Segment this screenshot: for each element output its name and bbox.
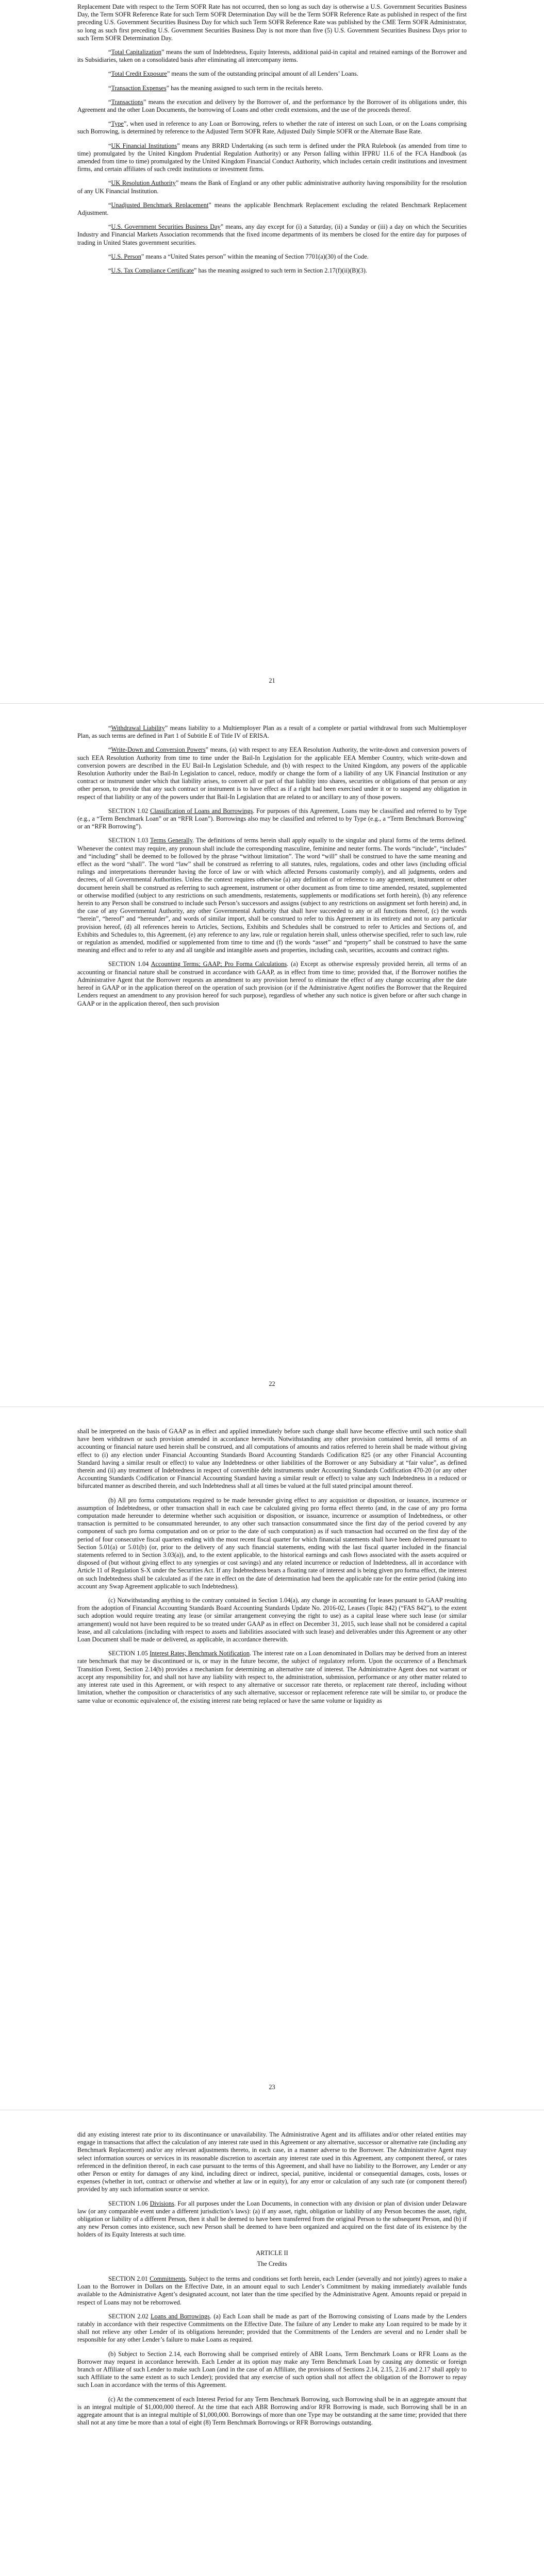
defined-term: Unadjusted Benchmark Replacement — [111, 201, 209, 209]
defined-term-paragraph: “Type”, when used in reference to any Loan or Borrowing, refers to whether the rate of interest on such Loan, or on the Loans comprising such Borrowing, is determined by reference to the Adjusted Term SOFR Rate, Adjusted Daily Simple SOFR or the Alternate Base Rate. — [77, 120, 467, 135]
paragraph-text: . The definitions of terms herein shall apply equally to the singular and plural forms of the terms defined. Whenever the context may require, any pronoun shall include the corresponding masculine, feminine and neuter forms. The words “include”, “includes” and “including” shall be deemed to be followed by the phrase “without limitation”. The word “will” shall be construed to have the same meaning and effect as the word “shall”. The word “law” shall be construed as referring to all statutes, rules, regulations, codes and other laws (including official rulings and interpretations thereunder having the force of law or with which affected Persons customarily comply), and all judgments, orders and decrees, of all Governmental Authorities. Unless the context requires otherwise (a) any definition of or reference to any agreement, instrument or other document herein shall be construed as referring to such agreement, instrument or other document as from time to time amended, restated, supplemented or otherwise modified (subject to any restrictions on such amendments, restatements, supplements or modifications set forth herein), (b) any reference herein to any Person shall be construed to include such Person’s successors and assigns (subject to any restrictions on assignment set forth herein) and, in the case of any Governmental Authority, any other Governmental Authority that shall have succeeded to any or all functions thereof, (c) the words “herein”, “hereof” and “hereunder”, and words of similar import, shall be construed to refer to this Agreement in its entirety and not to any particular provision hereof, (d) all references herein to Articles, Sections, Exhibits and Schedules shall be construed to refer to Articles and Sections of, and Exhibits and Schedules to, this Agreement, (e) any reference to any law, rule or regulation herein shall, unless otherwise specified, refer to such law, rule or regulation as amended, modified or supplemented from time to time and (f) the words “asset” and “property” shall be construed to have the same meaning and effect and to refer to any and all tangible and intangible assets and properties, including cash, securities, accounts and contract rights. — [77, 837, 467, 954]
paragraph-text: . Subject to the terms and conditions set forth herein, each Lender (severally and not jointly) agrees to make a Loan to the Borrower in Dollars on the Effective Date, in an amount equal to such Lender’s Commitment by making immediately available funds available to the Administrative Agent’s designated account, not later than the time specified by the Administrative Agent. Amounts repaid or prepaid in respect of Loans may not be reborrowed. — [77, 2275, 467, 2306]
document-page-24 — [0, 2110, 544, 2576]
paragraph-text: means any BRRD Undertaking (as such term is defined under the PRA Rulebook (as amended from time to time) promulgated by the United Kingdom Prudential Regulation Authority) or any Person falling within IFPRU 11.6 of the FCA Handbook (as amended from time to time) promulgated by the United Kingdom Financial Conduct Authority, which includes certain credit institutions and investment firms, and certain affiliates of such credit institutions or investment firms. — [77, 142, 467, 173]
defined-term-paragraph — [77, 2275, 467, 2307]
defined-term: Transaction Expenses — [111, 84, 167, 92]
section-number: SECTION 1.05 — [108, 1650, 150, 1657]
section-number: SECTION 1.03 — [108, 837, 151, 844]
defined-term-paragraph: “U.S. Government Securities Business Day” means, any day except for (i) a Saturday, (ii) a Sunday or (iii) a day on which the Securities Industry and Financial Markets Association recommends that the fixed income departments of its members be closed for the entire day for purposes of trading in United States government securities. — [77, 223, 467, 246]
paragraph-text: means the execution and delivery by the Borrower of, and the performance by the Borrower of its obligations under, this Agreement and the other Loan Documents, the borrowing of Loans and other credit extensions, and the use of the proceeds thereof. — [77, 98, 467, 114]
paragraph-text: has the meaning assigned to such term in Section 2.17(f)(ii)(B)(3). — [196, 267, 367, 275]
defined-term-paragraph: “Withdrawal Liability” means liability to a Multiemployer Plan as a result of a complete or partial withdrawal from such Multiemployer Plan, as such terms are defined in Part 1 of Subtitle E of Title IV of ERISA. — [77, 724, 467, 740]
document-page-22 — [0, 703, 544, 1406]
defined-term-paragraph — [77, 1650, 467, 1704]
paragraph-text: . For purposes of this Agreement, Loans may be classified and referred to by Type (e.g., a “Term Benchmark Loan” or an “RFR Loan”). Borrowings also may be classified and referred to by Type (e.g., a “Term Benchmark Borrowing” or an “RFR Borrowing”). — [77, 807, 467, 831]
section-number: SECTION 1.06 — [108, 2199, 150, 2207]
paragraph-text: ARTICLE II — [256, 2249, 288, 2257]
paragraph — [77, 2350, 467, 2389]
defined-term-paragraph: “Total Credit Exposure” means the sum of the outstanding principal amount of all Lenders’ Loans. — [108, 70, 358, 78]
paragraph-text: (b) Subject to Section 2.14, each Borrowing shall be comprised entirely of ABR Loans, Term Benchmark Loans or RFR Loans as the Borrower may request in accordance herewith. Each Lender at its option may make any Term Benchmark Loan by causing any domestic or foreign branch or Affiliate of such Lender to make such Loan (and in the case of an Affiliate, the provisions of Sections 2.14, 2.15, 2.16 and 2.17 shall apply to such Affiliate to the same extent as to such Lender); provided that any exercise of such option shall not affect the obligation of the Borrower to repay such Loan in accordance with the terms of this Agreement. — [77, 2350, 467, 2389]
paragraph — [77, 1497, 467, 1590]
defined-term-paragraph: “U.S. Person” means a “United States person” within the meaning of Section 7701(a)(30) of the Code. — [108, 252, 369, 260]
defined-term: Accounting Terms; GAAP; Pro Forma Calculations — [151, 960, 287, 968]
defined-term: Withdrawal Liability — [111, 724, 165, 732]
section-number: SECTION 2.01 — [108, 2275, 150, 2283]
defined-term-paragraph: “UK Financial Institutions” means any BRRD Undertaking (as such term is defined under the PRA Rulebook (as amended from time to time) promulgated by the United Kingdom Prudential Regulation Authority) or any Person falling within IFPRU 11.6 of the FCA Handbook (as amended from time to time) promulgated by the United Kingdom Financial Conduct Authority, which includes certain credit institutions and investment firms, and certain affiliates of such credit institutions or investment firms. — [77, 142, 467, 173]
paragraph-text: . (a) Each Loan shall be made as part of the Borrowing consisting of Loans made by the Lenders ratably in accordance with their respective Commitments on the Effective Date. The failure of any Lender to make any Loan required to be made by it shall not relieve any other Lender of its obligations hereunder; provided that the Commitments of the Lenders are several and no Lender shall be responsible for any other Lender’s failure to make Loans as required. — [77, 2312, 467, 2344]
paragraph — [77, 2249, 467, 2257]
page-body — [77, 2131, 467, 2427]
paragraph-text: means liability to a Multiemployer Plan as a result of a complete or partial withdrawal from such Multiemployer Plan, as such terms are defined in Part 1 of Subtitle E of Title IV of ERISA. — [77, 724, 467, 740]
paragraph-text: (c) Notwithstanding anything to the contrary contained in Section 1.04(a), any change in accounting for leases pursuant to GAAP resulting from the adoption of Financial Accounting Standards Board Accounting Standards Update No. 2016-02, Leases (Topic 842) (“FAS 842”), to the extent such adoption would require treating any lease (or similar arrangement conveying the right to use) as a capital lease where such lease (or similar arrangement) would not have been required to be so treated under GAAP as in effect on December 31, 2015, such lease shall not be considered a capital lease, and all calculations (including with respect to assets and liabilities associated with such lease) and deliverables under this Agreement or any other Loan Document shall be made or delivered, as applicable, in accordance therewith. — [77, 1597, 467, 1643]
paragraph-text: shall be interpreted on the basis of GAAP as in effect and applied immediately before such change shall have become effective until such notice shall have been withdrawn or such provision amended in accordance herewith. Notwithstanding any other provision contained herein, all terms of an accounting or financial nature used herein shall be construed, and all computations of amounts and ratios referred to herein shall be made without giving effect to (i) any election under Financial Accounting Standards Board Accounting Standards Codification 825 (or any other Financial Accounting Standard having a similar result or effect) to value any Indebtedness or other liabilities of the Borrower or any Subsidiary at “fair value”, as defined therein and (ii) any treatment of Indebtedness in respect of convertible debt instruments under Accounting Standards Codification 470-20 (or any other Accounting Standards Codification or Financial Accounting Standard having a similar result or effect) to value any such Indebtedness in a reduced or bifurcated manner as described therein, and such Indebtedness shall at all times be valued at the full stated principal amount thereof. — [77, 1428, 467, 1490]
paragraph-text: (b) All pro forma computations required to be made hereunder giving effect to any acquisition or disposition, or issuance, incurrence or assumption of Indebtedness, or other transaction shall in each case be calculated giving pro forma effect thereto (and, in the case of any pro forma computation made hereunder to determine whether such acquisition or disposition, or issuance, incurrence or assumption of Indebtedness, or other transaction is permitted to be consummated hereunder, to any other such transaction consummated since the first day of the period covered by any component of such pro forma computation and on or prior to the date of such computation) as if such transaction had occurred on the first day of the period of four consecutive fiscal quarters ending with the most recent fiscal quarter for which financial statements shall have been delivered pursuant to Section 5.01(a) or 5.01(b) (or, prior to the delivery of any such financial statements, ending with the last fiscal quarter included in the financial statements referred to in Section 3.03(a)), and, to the extent applicable, to the historical earnings and cash flows associated with the assets acquired or disposed of (but without giving effect to any synergies or cost savings) and any related incurrence or reduction of Indebtedness, all in accordance with Article 11 of Regulation S-X under the Securities Act. If any Indebtedness bears a floating rate of interest and is being given pro forma effect, the interest on such Indebtedness shall be calculated as if the rate in effect on the date of determination had been the applicable rate for the entire period (taking into account any Swap Agreement applicable to such Indebtedness). — [77, 1496, 467, 1590]
defined-term-paragraph: “Transaction Expenses” has the meaning assigned to such term in the recitals hereto. — [108, 84, 323, 92]
document-page-21 — [0, 0, 544, 703]
defined-term: Loans and Borrowings — [151, 2312, 210, 2320]
paragraph-text: means, (a) with respect to any EEA Resolution Authority, the write-down and conversion powers of such EEA Resolution Authority from time to time under the Bail-In Legislation for the applicable EEA Member Country, which write-down and conversion powers are described in the EU Bail-In Legislation Schedule, and (b) with respect to the United Kingdom, any powers of the applicable Resolution Authority under the Bail-In Legislation to cancel, reduce, modify or change the form of a liability of any UK Financial Institution or any contract or instrument under which that liability arises, to convert all or part of that liability into shares, securities or obligations of that person or any other person, to provide that any such contract or instrument is to have effect as if a right had been exercised under it or to suspend any obligation in respect of that liability or any of the powers under that Bail-In Legislation that are related to or ancillary to any of those powers. — [77, 746, 467, 801]
defined-term: UK Resolution Authority — [111, 179, 176, 187]
paragraph-text: Replacement Date with respect to the Term SOFR Rate has not occurred, then so long as such day is otherwise a U.S. Government Securities Business Day, the Term SOFR Reference Rate for such Term SOFR Determination Day will be the Term SOFR Reference Rate as published in respect of the first preceding U.S. Government Securities Business Day for which such Term SOFR Reference Rate was published by the CME Term SOFR Administrator, so long as such first preceding U.S. Government Securities Business Day is not more than five (5) U.S. Government Securities Business Days prior to such Term SOFR Determination Day. — [77, 3, 467, 42]
paragraph-text: means the applicable Benchmark Replacement excluding the related Benchmark Replacement Adjustment. — [77, 201, 467, 217]
defined-term-paragraph: “U.S. Tax Compliance Certificate” has the meaning assigned to such term in Section 2.17(f)(ii)(B)(3). — [108, 267, 367, 275]
defined-term: U.S. Government Securities Business Day — [111, 223, 221, 231]
defined-term-paragraph: “Transactions” means the execution and delivery by the Borrower of, and the performance by the Borrower of its obligations under, this Agreement and the other Loan Documents, the borrowing of Loans and other credit extensions, and the use of the proceeds thereof. — [77, 98, 467, 114]
defined-term: Transactions — [111, 98, 143, 106]
section-number: SECTION 2.02 — [108, 2312, 151, 2320]
document-page-23 — [0, 1406, 544, 2110]
paragraph-text: . (a) Except as otherwise expressly provided herein, all terms of an accounting or financial nature shall be construed in accordance with GAAP, as in effect from time to time; provided that, if the Borrower notifies the Administrative Agent that the Borrower requests an amendment to any provision hereof to eliminate the effect of any change occurring after the date hereof in GAAP or in the application thereof on the operation of such provision (or if the Administrative Agent notifies the Borrower that the Required Lenders request an amendment to any provision hereof for such purpose), regardless of whether any such notice is given before or after such change in GAAP or in the application thereof, then such provision — [77, 960, 467, 1007]
paragraph-text: . For all purposes under the Loan Documents, in connection with any division or plan of division under Delaware law (or any comparable event under a different jurisdiction’s laws): (a) if any asset, right, obligation or liability of any Person becomes the asset, right, obligation or liability of a different Person, then it shall be deemed to have been transferred from the original Person to the subsequent Person, and (b) if any new Person comes into existence, such new Person shall be deemed to have been organized and acquired on the first date of its existence by the holders of its Equity Interests at such time. — [77, 2199, 467, 2239]
paragraph — [77, 2260, 467, 2268]
paragraph-text: (c) At the commencement of each Interest Period for any Term Benchmark Borrowing, such Borrowing shall be in an aggregate amount that is an integral multiple of $1,000,000 thereof. At the time that each ABR Borrowing and/or RFR Borrowing is made, such Borrowing shall be in an aggregate amount that is an integral multiple of $1,000,000. Borrowings of more than one Type may be outstanding at the same time; provided that there shall not at any time be more than a total of eight (8) Term Benchmark Borrowings or RFR Borrowings outstanding. — [77, 2395, 467, 2427]
page-body — [77, 724, 467, 1008]
defined-term: Interest Rates; Benchmark Notification — [150, 1650, 250, 1657]
defined-term: U.S. Tax Compliance Certificate — [111, 267, 194, 275]
defined-term-paragraph — [77, 2313, 467, 2344]
page-number: 21 — [269, 677, 275, 684]
paragraph — [77, 3, 467, 42]
paragraph — [77, 1597, 467, 1643]
defined-term: Type — [111, 120, 124, 128]
defined-term-paragraph — [77, 2200, 467, 2239]
defined-term-paragraph: “Write-Down and Conversion Powers” means, (a) with respect to any EEA Resolution Authority, the write-down and conversion powers of such EEA Resolution Authority from time to time under the Bail-In Legislation for the applicable EEA Member Country, which write-down and conversion powers are described in the EU Bail-In Legislation Schedule, and (b) with respect to the United Kingdom, any powers of the applicable Resolution Authority under the Bail-In Legislation to cancel, reduce, modify or change the form of a liability of any UK Financial Institution or any contract or instrument under which that liability arises, to convert all or part of that liability into shares, securities or obligations of that person or any other person, to provide that any such contract or instrument is to have effect as if a right had been exercised under it or to suspend any obligation in respect of that liability or any of the powers under that Bail-In Legislation that are related to or ancillary to any of those powers. — [77, 746, 467, 801]
defined-term: Divisions — [150, 2199, 174, 2207]
paragraph-text: has the meaning assigned to such term in the recitals hereto. — [169, 84, 323, 92]
paragraph — [77, 2131, 467, 2194]
defined-term-paragraph — [77, 837, 467, 954]
page-body — [77, 3, 467, 275]
paragraph-text: means, any day except for (i) a Saturday, (ii) a Sunday or (iii) a day on which the Securities Industry and Financial Markets Association recommends that the fixed income departments of its members be closed for the entire day for purposes of trading in United States government securities. — [77, 223, 467, 246]
paragraph-text: did any existing interest rate prior to its discontinuance or unavailability. The Administrative Agent and its affiliates and/or other related entities may engage in transactions that affect the calculation of any interest rate used in this Agreement or any alternative, successor or alternative rate (including any Benchmark Replacement) and/or any relevant adjustments thereto, in each case, in a manner adverse to the Borrower. The Administrative Agent may select information sources or services in its reasonable discretion to ascertain any interest rate used in this Agreement, any component thereof, or rates referenced in the definition thereof, in each case pursuant to the terms of this Agreement, and shall have no liability to the Borrower, any Lender or any other Person or entity for damages of any kind, including direct or indirect, special, punitive, incidental or consequential damages, costs, losses or expenses (whether in tort, contract or otherwise and whether at law or in equity), for any error or calculation of any such rate (or component thereof) provided by any such information source or service. — [77, 2131, 467, 2193]
section-number: SECTION 1.04 — [108, 960, 151, 968]
defined-term: Total Capitalization — [111, 48, 161, 56]
defined-term: Commitments — [150, 2275, 186, 2283]
paragraph-text: means the Bank of England or any other public administrative authority having responsibility for the resolution of any UK Financial Institution. — [77, 179, 467, 195]
paragraph-text: means the sum of Indebtedness, Equity Interests, additional paid-in capital and retained earnings of the Borrower and its Subsidiaries, taken on a consolidated basis after eliminating all intercompany items. — [77, 48, 467, 64]
page-body — [77, 1428, 467, 1705]
defined-term-paragraph — [77, 960, 467, 1007]
defined-term: UK Financial Institutions — [111, 142, 177, 149]
defined-term: Write-Down and Conversion Powers — [111, 746, 206, 754]
defined-term-paragraph: “Unadjusted Benchmark Replacement” means the applicable Benchmark Replacement excluding the related Benchmark Replacement Adjustment. — [77, 201, 467, 217]
paragraph-text: The Credits — [257, 2260, 287, 2267]
page-number: 22 — [269, 1380, 275, 1387]
paragraph-text: means a “United States person” within the meaning of Section 7701(a)(30) of the Code. — [144, 252, 369, 260]
section-number: SECTION 1.02 — [108, 807, 151, 815]
defined-term-paragraph: “Total Capitalization” means the sum of Indebtedness, Equity Interests, additional paid-in capital and retained earnings of the Borrower and its Subsidiaries, taken on a consolidated basis after eliminating all intercompany items. — [77, 48, 467, 64]
defined-term-paragraph: “UK Resolution Authority” means the Bank of England or any other public administrative authority having responsibility for the resolution of any UK Financial Institution. — [77, 179, 467, 195]
paragraph-text: means the sum of the outstanding principal amount of all Lenders’ Loans. — [170, 70, 358, 78]
paragraph-text: , when used in reference to any Loan or Borrowing, refers to whether the rate of interest on such Loan, or on the Loans comprising such Borrowing, is determined by reference to the Adjusted Term SOFR Rate, Adjusted Daily Simple SOFR or the Alternate Base Rate. — [77, 120, 467, 135]
page-number: 23 — [269, 2083, 275, 2091]
paragraph — [77, 1428, 467, 1490]
defined-term: U.S. Person — [111, 252, 141, 260]
defined-term: Classification of Loans and Borrowings — [150, 807, 253, 815]
defined-term: Terms Generally — [150, 837, 193, 844]
defined-term-paragraph — [77, 807, 467, 831]
paragraph-text: . The interest rate on a Loan denominated in Dollars may be derived from an interest rate benchmark that may be discontinued or is, or may in the future become, the subject of regulatory reform. Upon the occurrence of a Benchmark Transition Event, Section 2.14(b) provides a mechanism for determining an alternative rate of interest. The Administrative Agent does not warrant or accept any responsibility for, and shall not have any liability with respect to, the administration, submission, performance or any other matter related to any interest rate used in this Agreement, or with respect to any alternative or successor rate thereto, or replacement rate thereof, including without limitation, whether the composition or characteristics of any such alternative, successor or replacement reference rate will be similar to, or produce the same value or economic equivalence of, the existing interest rate being replaced or have the same volume or liquidity as — [77, 1650, 467, 1704]
defined-term: Total Credit Exposure — [111, 70, 167, 78]
paragraph — [77, 2396, 467, 2427]
